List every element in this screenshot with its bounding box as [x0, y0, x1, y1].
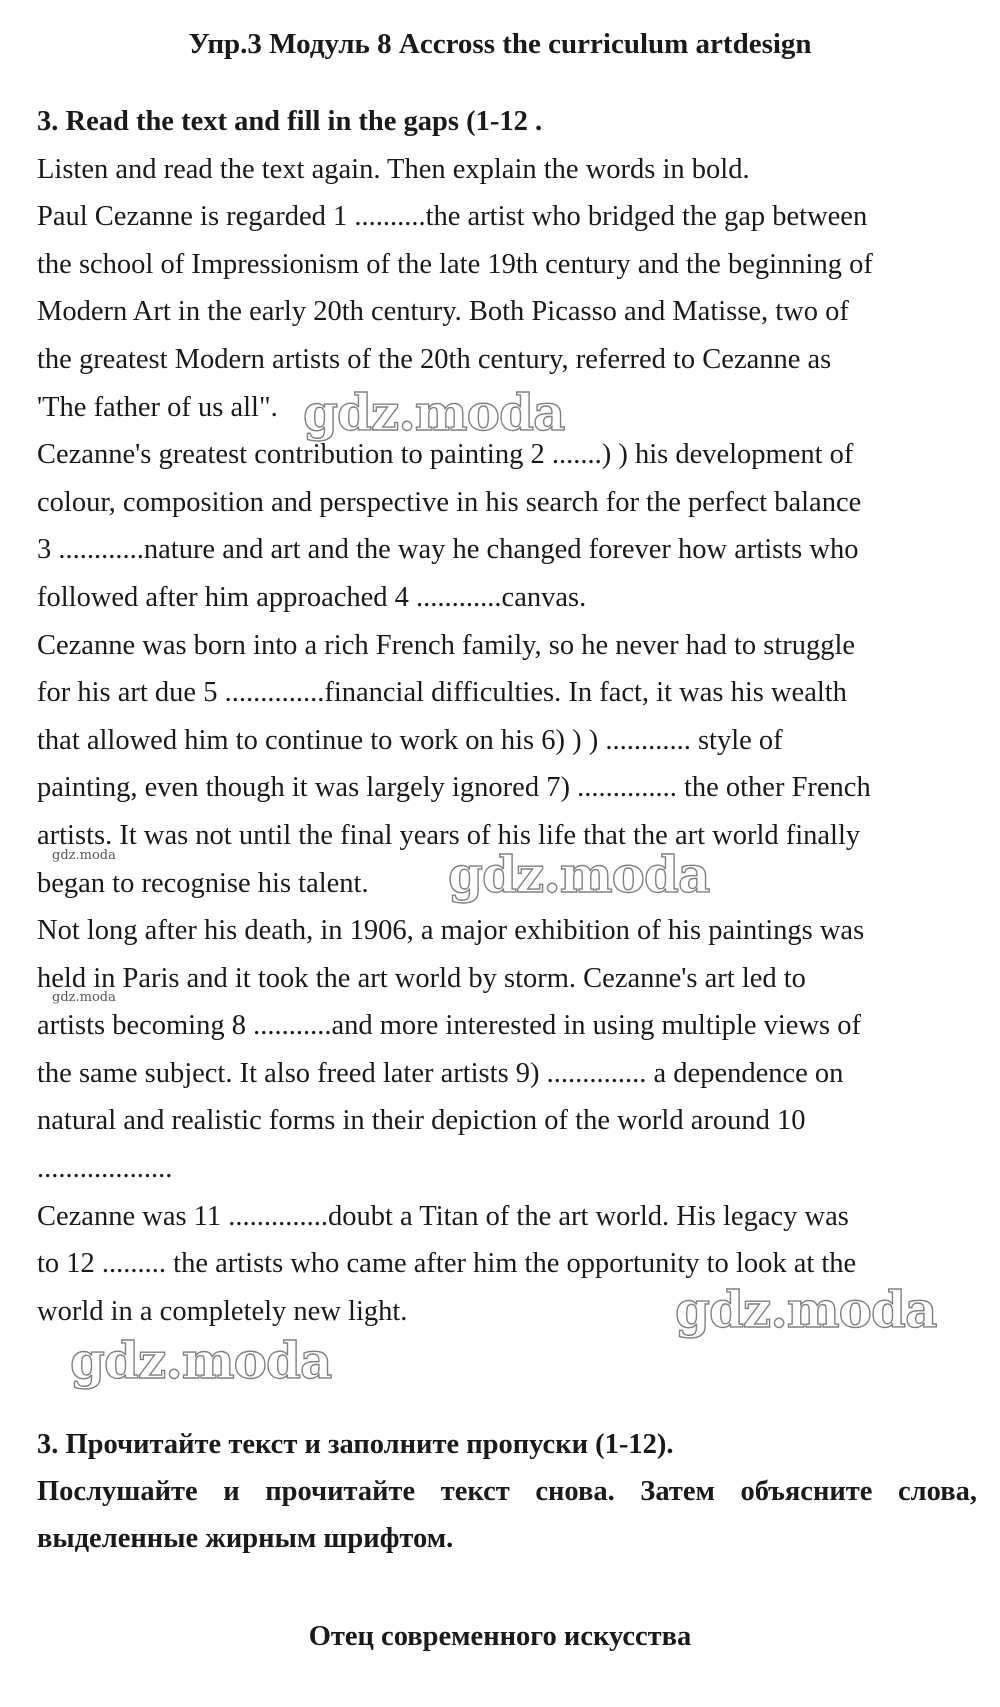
text-line: Cezanne was born into a rich French family, so he never had to struggle [37, 629, 856, 661]
text-line: for his art due 5 ..............financial difficulties. In fact, it was his wealth [37, 677, 847, 709]
word: слова, [898, 1476, 977, 1507]
text-line: the same subject. It also freed later artists 9) .............. a dependence on [37, 1057, 844, 1089]
text-line: world in a completely new light. [37, 1295, 408, 1327]
text-line: Cezanne's greatest contribution to painting 2 .......) ) his development of [37, 439, 854, 471]
text-line: Paul Cezanne is regarded 1 ..........the artist who bridged the gap between [37, 201, 868, 233]
page-title: Упр.3 Модуль 8 Accross the curriculum artdesign [188, 28, 812, 60]
watermark-logo: gdz.moda [675, 1280, 937, 1339]
russian-subtitle: Отец современного искусства [308, 1621, 692, 1652]
word: текст [440, 1476, 510, 1507]
text-line: Not long after his death, in 1906, a major exhibition of his paintings was [37, 915, 865, 947]
text-line: the school of Impressionism of the late 19th century and the beginning of [37, 248, 873, 280]
text-line: Listen and read the text again. Then explain the words in bold. [37, 153, 750, 185]
russian-instruction-line-end: выделенные жирным шрифтом. [37, 1523, 454, 1554]
russian-instruction-line [37, 1468, 977, 1515]
english-text-block [37, 98, 982, 1335]
text-line: artists. It was not until the final years of his life that the art world finally [37, 819, 861, 851]
text-line: natural and realistic forms in their depiction of the world around 10 [37, 1105, 806, 1137]
english-task-heading: 3. Read the text and fill in the gaps (1-12 . [37, 106, 543, 137]
word: и [223, 1476, 240, 1507]
watermark-logo: gdz.moda [303, 383, 565, 442]
text-line: that allowed him to continue to work on his 6) ) ) ............ style of [37, 724, 783, 756]
word: Затем [640, 1476, 715, 1507]
text-line: 'The father of us all". [37, 391, 278, 423]
watermark-small: gdz.moda [52, 990, 116, 1005]
word: снова. [535, 1476, 615, 1507]
watermark-logo: gdz.moda [448, 845, 710, 904]
word: прочитайте [265, 1476, 416, 1507]
russian-text-block [37, 1421, 977, 1562]
word: Послушайте [37, 1476, 198, 1507]
text-line: colour, composition and perspective in his search for the perfect balance [37, 486, 862, 518]
text-line: painting, even though it was largely ignored 7) .............. the other French [37, 772, 871, 804]
text-line: followed after him approached 4 ............canvas. [37, 581, 587, 613]
text-line: 3 ............nature and art and the way he changed forever how artists who [37, 534, 859, 566]
russian-task-heading: 3. Прочитайте текст и заполните пропуски (1-12). [37, 1429, 674, 1460]
text-line: Modern Art in the early 20th century. Both Picasso and Matisse, two of [37, 296, 849, 328]
watermark-logo: gdz.moda [70, 1331, 332, 1390]
text-line: to 12 ......... the artists who came after him the opportunity to look at the [37, 1248, 857, 1280]
text-line: held in Paris and it took the art world by storm. Cezanne's art led to [37, 962, 806, 994]
text-line: began to recognise his talent. [37, 867, 369, 899]
watermark-small: gdz.moda [52, 848, 116, 863]
text-line: Cezanne was 11 ..............doubt a Titan of the art world. His legacy was [37, 1200, 849, 1232]
text-line: ................... [37, 1153, 173, 1185]
word: объясните [740, 1476, 873, 1507]
text-line: artists becoming 8 ...........and more interested in using multiple views of [37, 1010, 861, 1042]
text-line: the greatest Modern artists of the 20th century, referred to Cezanne as [37, 343, 832, 375]
